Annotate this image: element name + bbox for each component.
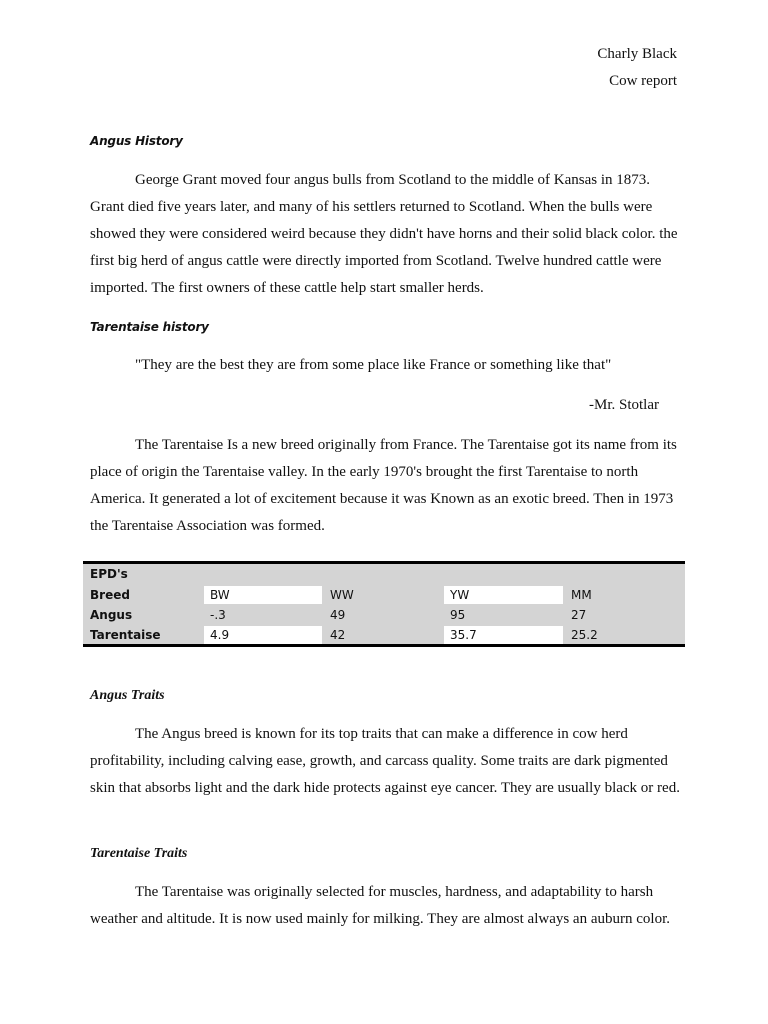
tarentaise-traits-paragraph: The Tarentaise was originally selected for muscles, hardness, and adaptability to harsh weather and altitude. It is now used mainly for milking. They are almost always an auburn color.: [90, 884, 670, 927]
angus-traits-paragraph: The Angus breed is known for its top traits that can make a difference in cow herd profitability, including calving ease, growth, and carcass quality. Some traits are dark pigmented skin that absorbs light and the dark hide protects against eye cancer. They are usually black or red.: [90, 726, 680, 796]
epd-table: [83, 561, 685, 647]
tarentaise-history-paragraph: The Tarentaise Is a new breed originally from France. The Tarentaise got its name from its place of origin the Tarentaise valley. In the early 1970's brought the first Tarentaise to north America. It generated a lot of excitement because it was Known as an exotic breed. Then in 1973 the Tarentaise Association was formed.: [90, 437, 677, 534]
angus-history-heading: Angus History: [90, 134, 183, 148]
epd-row-label-tarentaise: Tarentaise: [90, 628, 161, 642]
quote: "They are the best they are from some place like France or something like that": [135, 357, 612, 373]
epd-col-yw: YW: [444, 586, 563, 604]
epd-cell: 4.9: [204, 626, 322, 644]
epd-cell: -.3: [210, 608, 226, 622]
epd-col-bw: BW: [204, 586, 322, 604]
quote-attribution: -Mr. Stotlar: [589, 397, 659, 413]
epd-cell: 25.2: [571, 628, 598, 642]
epd-cell: 42: [330, 628, 346, 642]
tarentaise-history-heading: Tarentaise history: [90, 320, 209, 334]
angus-traits-heading: Angus Traits: [90, 688, 165, 703]
report-title: Cow report: [609, 73, 677, 89]
epd-cell: 27: [571, 608, 587, 622]
epd-cell: 49: [330, 608, 346, 622]
epd-col-ww: WW: [330, 588, 354, 602]
epd-col-mm: MM: [571, 588, 592, 602]
tarentaise-traits-heading: Tarentaise Traits: [90, 846, 188, 861]
angus-history-paragraph: George Grant moved four angus bulls from Scotland to the middle of Kansas in 1873. Grant died five years later, and many of his settlers returned to Scotland. When the bulls were showed they were considered weird because they didn't have horns and their solid black color. the first big herd of angus cattle were directly imported from Scotland. Twelve hundred cattle were imported. The first owners of these cattle help start smaller herds.: [90, 172, 678, 296]
author-name: Charly Black: [597, 46, 677, 62]
epd-header-label: Breed: [90, 588, 130, 602]
epd-table-title: EPD's: [90, 567, 128, 581]
epd-row-label-angus: Angus: [90, 608, 133, 622]
epd-cell: 35.7: [444, 626, 563, 644]
epd-cell: 95: [450, 608, 466, 622]
